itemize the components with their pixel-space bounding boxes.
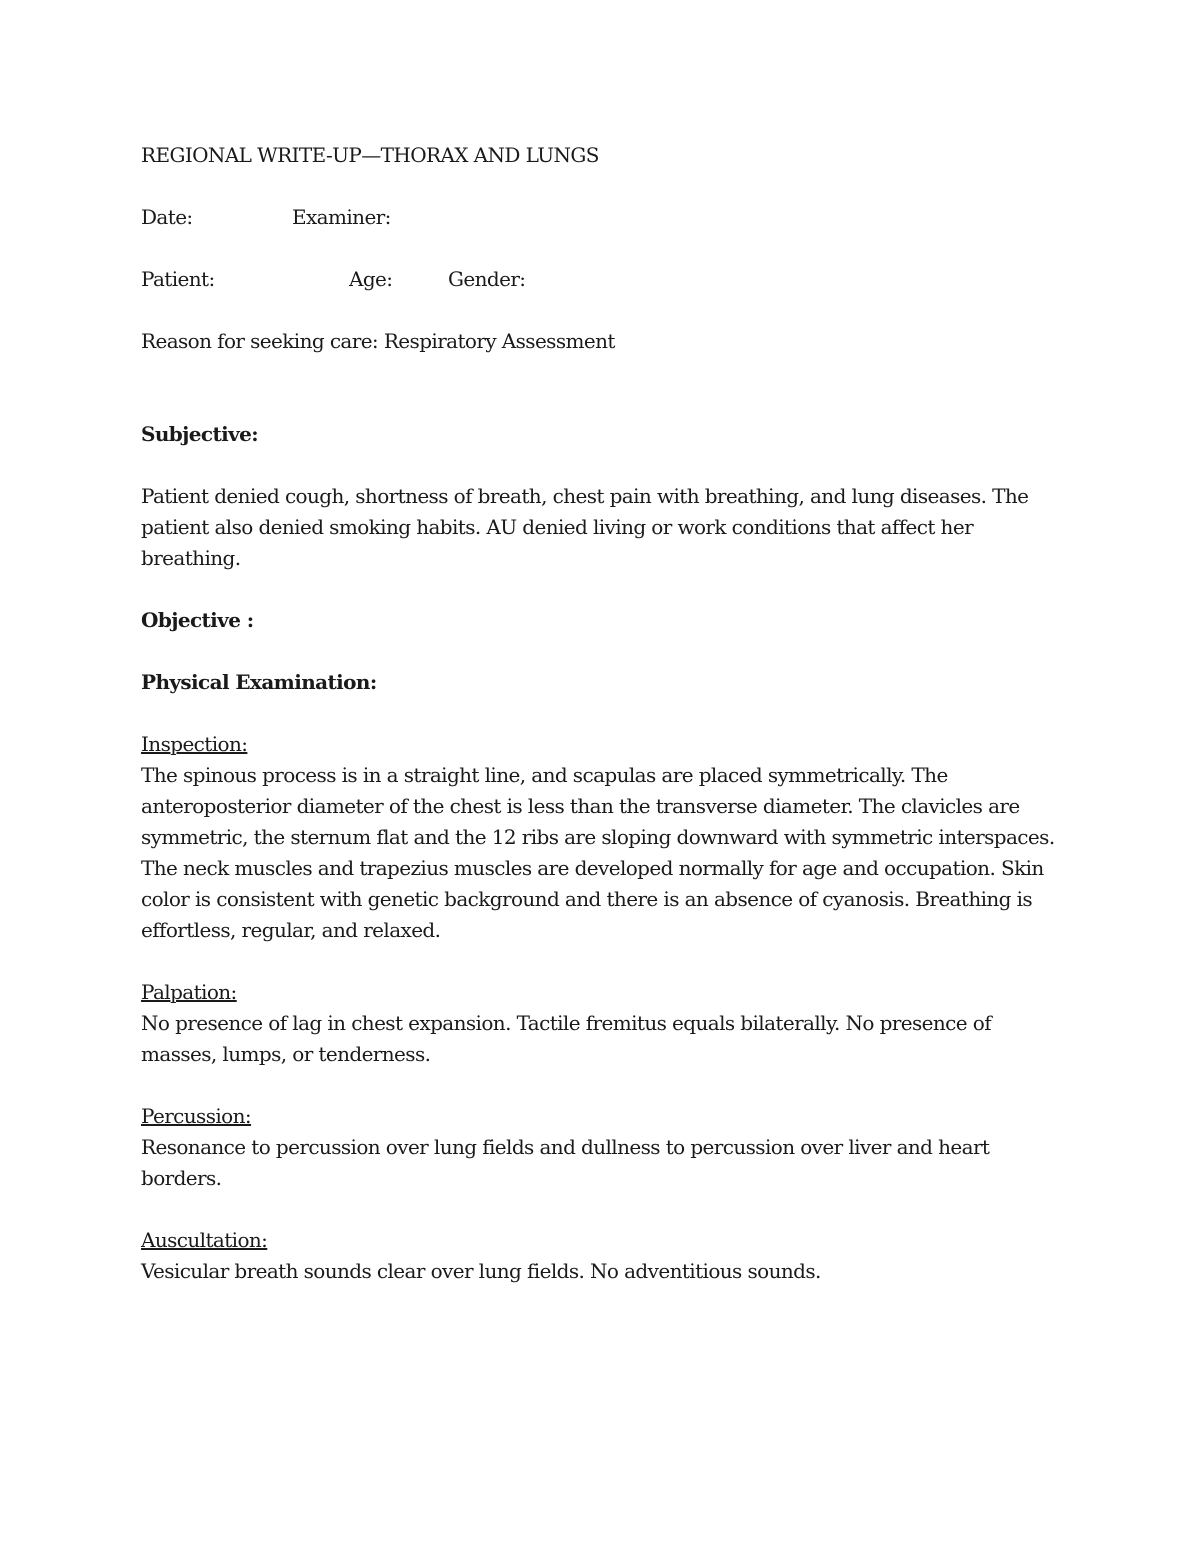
reason-for-care: Reason for seeking care: Respiratory Assessment xyxy=(141,329,615,353)
percussion-text: Resonance to percussion over lung fields and dullness to percussion over liver and heart borders. xyxy=(141,1135,990,1190)
percussion-heading: Percussion: xyxy=(141,1104,252,1128)
inspection-text: The spinous process is in a straight line, and scapulas are placed symmetrically. The anteroposterior diameter of the chest is less than the transverse diameter. The clavicles are symmetric, the sternum flat and the 12 ribs are sloping downward with symmetric interspaces. The neck muscles and trapezius muscles are developed normally for age and occupation. Skin color is consistent with genetic background and there is an absence of cyanosis. Breathing is effortless, regular, and relaxed. xyxy=(141,763,1055,942)
palpation-text: No presence of lag in chest expansion. Tactile fremitus equals bilaterally. No presence of masses, lumps, or tenderness. xyxy=(141,1011,992,1066)
objective-heading: Objective : xyxy=(141,608,254,632)
physical-exam-heading: Physical Examination: xyxy=(141,670,377,694)
subjective-heading: Subjective: xyxy=(141,422,259,446)
date-examiner-row xyxy=(141,202,1071,233)
age-label: Age: xyxy=(349,267,393,291)
patient-row xyxy=(141,264,1071,295)
document-title: REGIONAL WRITE-UP—THORAX AND LUNGS xyxy=(141,143,599,167)
date-label: Date: xyxy=(141,205,193,229)
subjective-text: Patient denied cough, shortness of breath, chest pain with breathing, and lung diseases. The patient also denied smoking habits. AU denied living or work conditions that affect her breathing. xyxy=(141,484,1029,570)
palpation-heading: Palpation: xyxy=(141,980,237,1004)
document-body xyxy=(141,140,1071,1287)
auscultation-text: Vesicular breath sounds clear over lung fields. No adventitious sounds. xyxy=(141,1259,821,1283)
examiner-label: Examiner: xyxy=(292,205,391,229)
gender-label: Gender: xyxy=(448,267,526,291)
inspection-heading: Inspection: xyxy=(141,732,248,756)
patient-label: Patient: xyxy=(141,267,215,291)
auscultation-heading: Auscultation: xyxy=(141,1228,268,1252)
